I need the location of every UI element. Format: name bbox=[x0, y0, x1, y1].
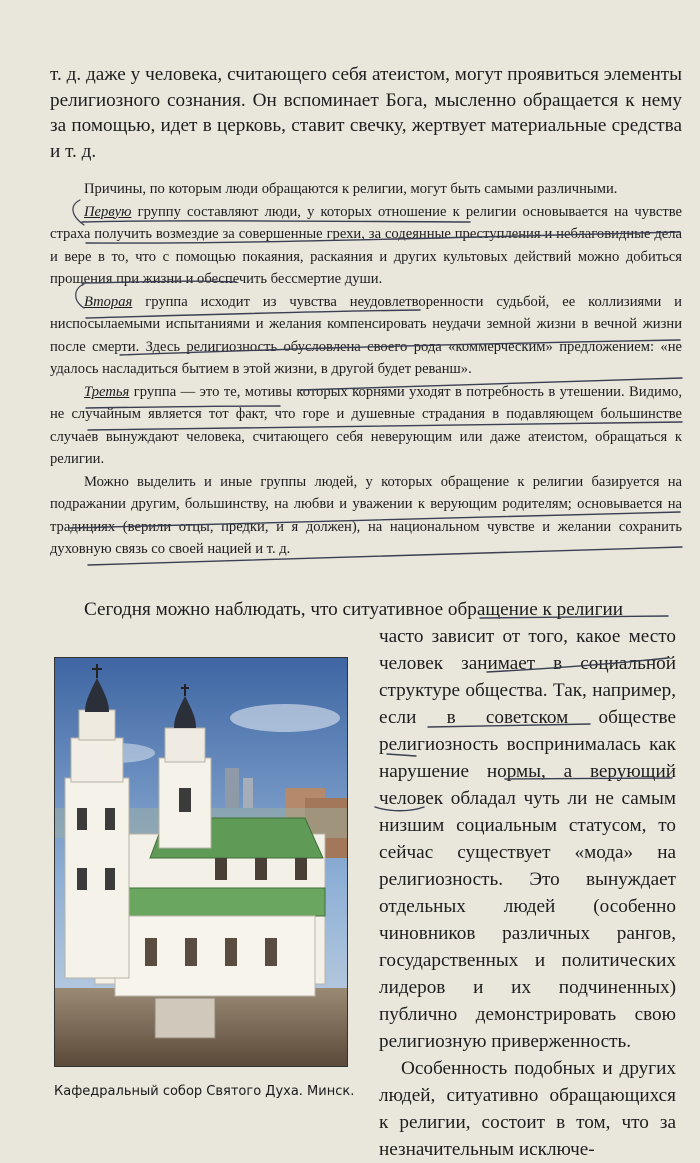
small-print-block bbox=[50, 178, 682, 561]
second-group-lead: Вторая bbox=[84, 293, 133, 310]
second-group-paragraph bbox=[50, 291, 682, 381]
photo-caption: Кафедральный собор Святого Духа. Минск. bbox=[54, 1084, 355, 1099]
first-group-paragraph bbox=[50, 201, 682, 291]
third-group-lead: Третья bbox=[84, 383, 130, 400]
second-group-text: группа исходит из чувства неудовлетворенности судьбой, ее коллизиями и ниспосылаемыми испытаниями и желания компенсировать неудачи земной жизни в вечной жизни после смерти. Здесь религиозность обусловлена своего рода «коммерческим» предложением: «не удалось насладиться бытием в этой жизни, в другой будет реванш». bbox=[50, 293, 682, 377]
reasons-paragraph: Причины, по которым люди обращаются к религии, могут быть самыми различными. bbox=[84, 181, 618, 197]
cathedral-illustration bbox=[55, 658, 347, 1066]
third-group-text: группа — это те, мотивы которых корнями уходят в потребность в утешении. Видимо, не случайным является тот факт, что горе и душевные страдания в подавляющем большинстве случаев вынуждают человека, считающего себя неверующим или даже атеистом, обращаться к религии. bbox=[50, 383, 682, 467]
situational-paragraph-continued: часто зависит от того, какое место человек занимает в социальной структуре общества. Так, например, если в советском обществе религиозность воспринималась как нарушение нормы, а верующий человек обладал чуть ли не самым низшим социальным статусом, то сейчас существует «мода» на религиозность. Это вынуждает отдельных людей (особенно чиновников различных рангов, государственных и политических лидеров и их подчиненных) публично демонстрировать свою религиозную приверженность. bbox=[379, 626, 676, 1052]
right-column bbox=[379, 623, 676, 1163]
other-groups-paragraph: Можно выделить и иные группы людей, у которых обращение к религии базируется на подражании другим, большинству, на любви и уважении к верующим родителям; основывается на традициях (верили отцы, предки, и я должен), на национальном чувстве и желании сохранить духовную связь со своей нацией и т. д. bbox=[50, 473, 682, 557]
first-group-text: группу составляют люди, у которых отношение к религии основывается на чувстве страха получить возмездие за совершенные грехи, за содеянные преступления и неблаговидные дела и вере в то, что с помощью покаяния, раскаяния и других культовых действий можно добиться прощения при жизни и обеспечить бессмертие души. bbox=[50, 203, 682, 287]
intro-paragraph: т. д. даже у человека, считающего себя атеистом, могут проявиться элементы религиозного сознания. Он вспоминает Бога, мысленно обращается к нему за помощью, идет в церковь, ставит свечку, жертвует материальные средства и т. д. bbox=[50, 64, 682, 162]
situational-paragraph-start: Сегодня можно наблюдать, что ситуативное обращение к религии bbox=[84, 599, 623, 620]
first-group-lead: Первую bbox=[84, 203, 132, 220]
cathedral-photo bbox=[54, 657, 348, 1067]
peculiarity-paragraph: Особенность подобных и других людей, ситуативно обращающихся к религии, состоит в том, что за незначительным исключе- bbox=[379, 1058, 676, 1160]
third-group-paragraph bbox=[50, 381, 682, 471]
